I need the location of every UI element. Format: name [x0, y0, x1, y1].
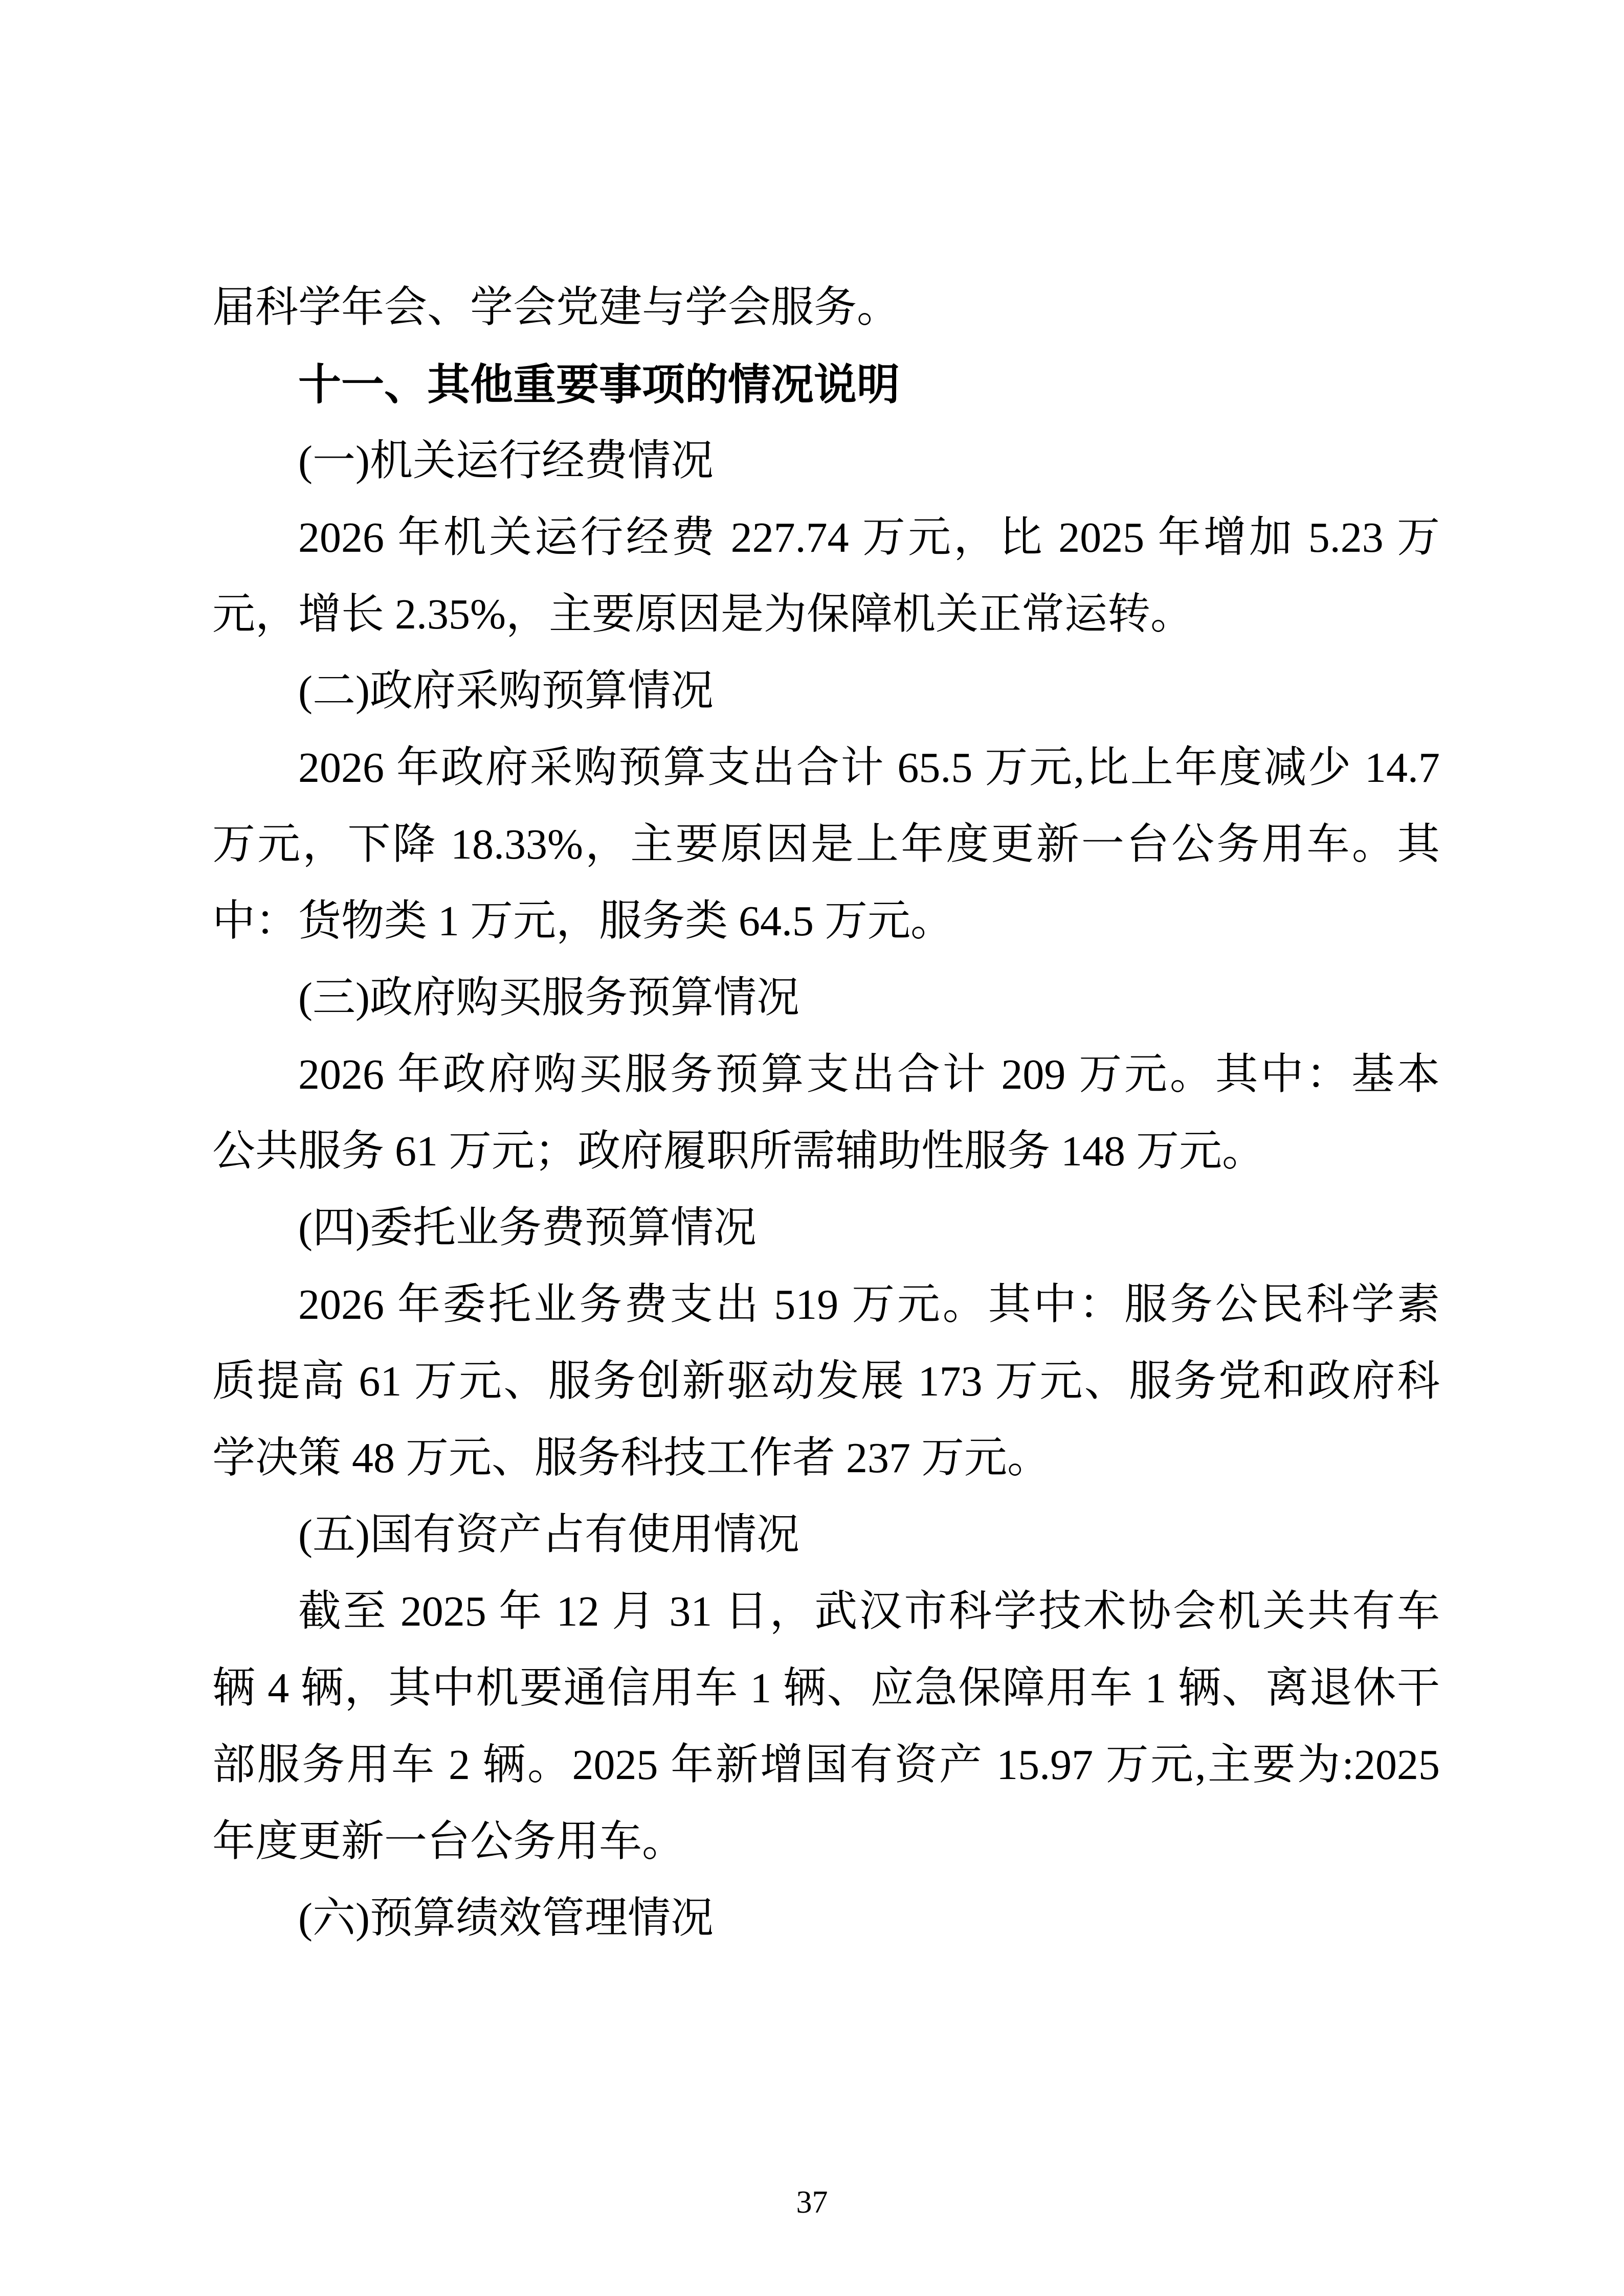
subsection-heading: (一)机关运行经费情况: [298, 437, 714, 485]
subsection-heading: (二)政府采购预算情况: [298, 667, 714, 715]
body-text-line: 2026 年机关运行经费 227.74 万元，比 2025 年增加 5.23 万: [298, 514, 1440, 561]
body-text-line: 元，增长 2.35%，主要原因是为保障机关正常运转。: [212, 591, 1193, 638]
body-text-line: 2026 年政府采购预算支出合计 65.5 万元,比上年度减少 14.7: [298, 744, 1440, 792]
body-text-line: 截至 2025 年 12 月 31 日，武汉市科学技术协会机关共有车: [298, 1588, 1440, 1635]
body-text-line: 2026 年委托业务费支出 519 万元。其中：服务公民科学素: [298, 1281, 1440, 1329]
body-text-line: 质提高 61 万元、服务创新驱动发展 173 万元、服务党和政府科: [212, 1358, 1440, 1405]
section-title: 十一、其他重要事项的情况说明: [298, 361, 900, 409]
body-text-line: 年度更新一台公务用车。: [212, 1818, 685, 1865]
subsection-heading: (五)国有资产占有使用情况: [298, 1511, 799, 1559]
body-text-line: 2026 年政府购买服务预算支出合计 209 万元。其中：基本: [298, 1051, 1440, 1098]
body-text-line: 万元，下降 18.33%，主要原因是上年度更新一台公务用车。其: [212, 821, 1440, 868]
body-text-line: 届科学年会、学会党建与学会服务。: [212, 284, 900, 331]
body-text-line: 部服务用车 2 辆。2025 年新增国有资产 15.97 万元,主要为:2025: [212, 1741, 1440, 1789]
body-text-line: 辆 4 辆，其中机要通信用车 1 辆、应急保障用车 1 辆、离退休干: [212, 1664, 1440, 1712]
subsection-heading: (四)委托业务费预算情况: [298, 1204, 757, 1252]
subsection-heading: (六)预算绩效管理情况: [298, 1895, 714, 1942]
body-text-line: 公共服务 61 万元；政府履职所需辅助性服务 148 万元。: [212, 1128, 1265, 1175]
subsection-heading: (三)政府购买服务预算情况: [298, 974, 799, 1022]
document-body: [212, 269, 1440, 1957]
body-text-line: 中：货物类 1 万元，服务类 64.5 万元。: [212, 897, 954, 945]
body-text-line: 学决策 48 万元、服务科技工作者 237 万元。: [212, 1434, 1051, 1482]
page-number: 37: [796, 2185, 828, 2220]
